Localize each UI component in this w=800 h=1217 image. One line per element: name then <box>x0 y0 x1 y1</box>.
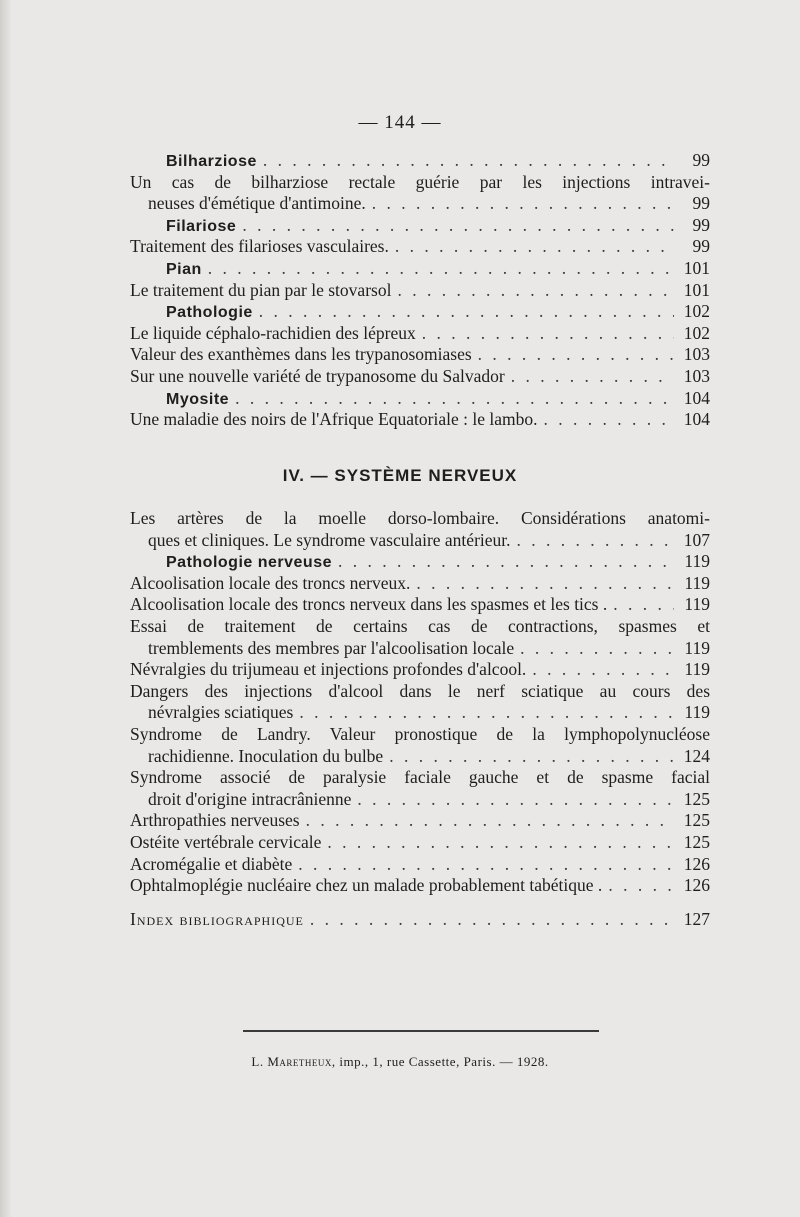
page-edge-shadow <box>0 0 12 1217</box>
toc-entry-essai-traitement <box>130 616 710 659</box>
toc-entry-title: Bilharziose <box>166 153 257 170</box>
toc-entry-page: 126 <box>683 853 710 874</box>
leader-dots <box>299 702 674 724</box>
toc-entry-bilharziose <box>130 150 710 172</box>
leader-dots <box>397 280 674 302</box>
toc-entry-title: Alcoolisation locale des troncs nerveux dans les spasmes et les tics . <box>130 594 608 615</box>
toc-entry-title: Ophtalmoplégie nucléaire chez un malade probablement tabétique . <box>130 875 603 896</box>
toc-entry-page: 119 <box>684 594 710 615</box>
toc-entry-alcoolisation-spasmes <box>130 594 710 616</box>
toc-entry-title: Acromégalie et diabète <box>130 853 293 874</box>
toc-entry-title-line2: ques et cliniques. Le syndrome vasculaire antérieur. <box>148 529 511 550</box>
imprint-prefix: L. <box>251 1054 268 1069</box>
page-number: — 144 — <box>358 112 442 133</box>
leader-dots <box>422 323 674 345</box>
toc-entry-filariose <box>130 215 710 237</box>
leader-dots <box>242 215 674 237</box>
toc-entry-title: Valeur des exanthèmes dans les trypanosomiases <box>130 344 472 365</box>
toc-entry-title-line2: rachidienne. Inoculation du bulbe <box>148 745 384 766</box>
toc-entry-page: 103 <box>683 365 710 386</box>
toc-entry-page: 119 <box>684 551 710 572</box>
toc-entry-title: Le traitement du pian par le stovarsol <box>130 279 392 300</box>
toc-entry-ophtalmoplegie <box>130 875 710 897</box>
toc-entry-title-line1: Un cas de bilharziose rectale guérie par les injections intravei- <box>130 171 710 192</box>
toc-entry-title: Traitement des filarioses vasculaires. <box>130 236 389 257</box>
toc-entry-page: 99 <box>692 214 710 235</box>
toc-entry-title: Alcoolisation locale des troncs nerveux. <box>130 572 411 593</box>
leader-dots <box>310 909 674 931</box>
imprint-printer-name: Maretheux <box>267 1054 332 1069</box>
toc-entry-nevralgies-trijumeau <box>130 659 710 681</box>
leader-dots <box>608 875 674 897</box>
leader-dots <box>235 388 674 410</box>
toc-entry-page: 99 <box>692 236 710 257</box>
toc-entry-title: Sur une nouvelle variété de trypanosome du Salvador <box>130 365 505 386</box>
leader-dots <box>613 594 674 616</box>
toc-entry-title: Pian <box>166 260 202 278</box>
toc-entry-title-line1: Syndrome associé de paralysie faciale gauche et de spasme facial <box>130 767 710 788</box>
leader-dots <box>511 366 674 388</box>
toc-entry-arthropathies <box>130 810 710 832</box>
leader-dots <box>389 746 674 768</box>
toc-entry-title-line2: droit d'origine intracrânienne <box>148 788 352 809</box>
leader-dots <box>395 236 674 258</box>
toc-entry-title-line2: névralgies sciatiques <box>148 702 294 723</box>
leader-dots <box>327 832 674 854</box>
toc-entry-title: Index bibliographique <box>130 908 304 929</box>
leader-dots <box>208 258 674 280</box>
toc-entry-title-line2: tremblements des membres par l'alcoolisation locale <box>148 637 515 658</box>
toc-entry-liquide-cephalo <box>130 323 710 345</box>
section-heading: IV. — SYSTÈME NERVEUX <box>282 466 518 485</box>
leader-dots <box>416 573 674 595</box>
toc-entry-page: 127 <box>683 908 710 929</box>
imprint <box>0 1054 800 1070</box>
toc-entry-page: 102 <box>683 301 710 322</box>
imprint-rest: , imp., 1, rue Cassette, Paris. — 1928. <box>331 1054 549 1069</box>
toc-entry-title: Névralgies du trijumeau et injections profondes d'alcool. <box>130 659 527 680</box>
toc-entry-pathologie-nerveuse <box>130 551 710 573</box>
leader-dots <box>543 409 674 431</box>
leader-dots <box>263 150 674 172</box>
toc-entry-syndrome-associe <box>130 767 710 810</box>
toc-entry-title: Arthropathies nerveuses <box>130 810 300 831</box>
toc-entry-title: Filariose <box>166 217 237 235</box>
leader-dots <box>259 301 674 323</box>
toc-entry-title-line2: neuses d'émétique d'antimoine. <box>148 193 366 214</box>
toc-entry-pathologie <box>130 301 710 323</box>
toc-entry-arteres-moelle <box>130 508 710 551</box>
toc-entry-title-line1: Dangers des injections d'alcool dans le nerf sciatique au cours des <box>130 680 710 701</box>
toc-entry-page: 104 <box>683 387 710 408</box>
toc-entry-page: 124 <box>683 745 710 766</box>
toc-entry-acromegalie <box>130 854 710 876</box>
toc-section-top <box>130 150 710 431</box>
toc-entry-page: 125 <box>683 788 710 809</box>
toc-entry-page: 119 <box>684 572 710 593</box>
leader-dots <box>338 551 674 573</box>
toc-entry-title-line1: Essai de traitement de certains cas de contractions, spasmes et <box>130 615 710 636</box>
toc-section-bottom <box>130 508 710 930</box>
toc-entry-pian-stovarsol <box>130 280 710 302</box>
toc-entry-title: Le liquide céphalo-rachidien des lépreux <box>130 322 416 343</box>
toc-entry-bilharziose-rectale <box>130 172 710 215</box>
toc-entry-page: 101 <box>683 257 710 278</box>
toc-entry-page: 119 <box>684 637 710 658</box>
leader-dots <box>478 344 674 366</box>
toc-entry-title-line1: Les artères de la moelle dorso-lombaire. Considérations anatomi- <box>130 508 710 528</box>
footer-rule <box>243 1030 599 1032</box>
toc-entry-syndrome-landry <box>130 724 710 767</box>
toc-entry-osteite <box>130 832 710 854</box>
toc-entry-filarioses-vasculaires <box>130 236 710 258</box>
toc-entry-page: 119 <box>684 702 710 723</box>
toc-entry-index <box>130 909 710 931</box>
leader-dots <box>517 530 674 552</box>
toc-entry-page: 107 <box>683 529 710 550</box>
toc-entry-title: Pathologie <box>166 304 253 322</box>
toc-entry-page: 126 <box>683 875 710 896</box>
toc-entry-dangers-injections <box>130 681 710 724</box>
leader-dots <box>357 789 674 811</box>
leader-dots <box>306 810 674 832</box>
toc-entry-alcoolisation-troncs <box>130 573 710 595</box>
toc-entry-page: 119 <box>684 659 710 680</box>
leader-dots <box>520 638 674 660</box>
toc-entry-myosite <box>130 388 710 410</box>
toc-entry-title: Ostéite vertébrale cervicale <box>130 831 322 852</box>
toc-entry-page: 101 <box>683 279 710 300</box>
leader-dots <box>372 193 674 215</box>
toc-entry-page: 103 <box>683 344 710 365</box>
toc-entry-pian <box>130 258 710 280</box>
leader-dots <box>532 659 674 681</box>
toc-entry-page: 104 <box>683 409 710 430</box>
leader-dots <box>298 854 674 876</box>
toc-entry-page: 125 <box>683 810 710 831</box>
toc-entry-page: 99 <box>692 150 710 170</box>
toc-entry-exanthemes <box>130 344 710 366</box>
toc-entry-page: 102 <box>683 322 710 343</box>
toc-entry-page: 99 <box>692 193 710 214</box>
toc-entry-lambo <box>130 409 710 431</box>
toc-entry-page: 125 <box>683 831 710 852</box>
toc-entry-title: Pathologie nerveuse <box>166 554 332 572</box>
toc-entry-title-line1: Syndrome de Landry. Valeur pronostique de la lymphopolynucléose <box>130 723 710 744</box>
toc-entry-title: Myosite <box>166 390 230 408</box>
toc-entry-trypanosome-salvador <box>130 366 710 388</box>
toc-entry-title: Une maladie des noirs de l'Afrique Equatoriale : le lambo. <box>130 409 538 430</box>
